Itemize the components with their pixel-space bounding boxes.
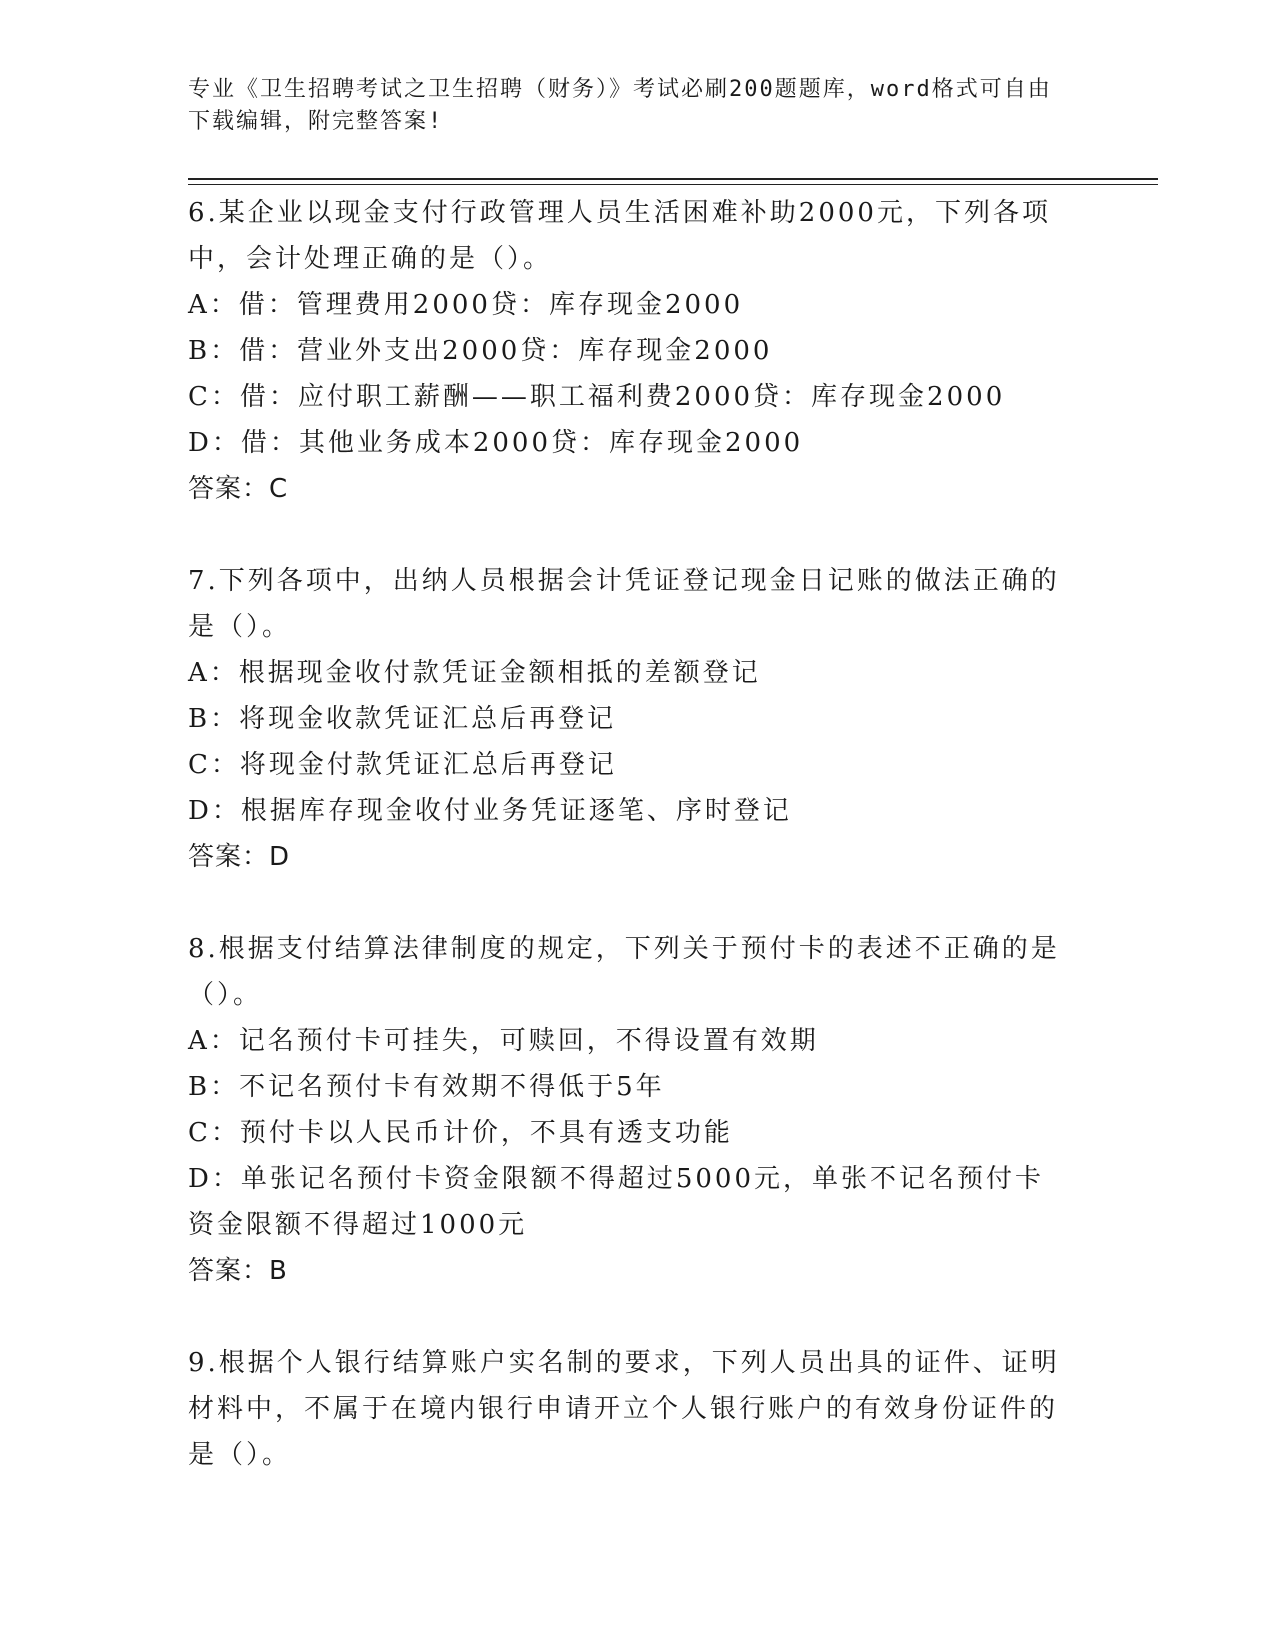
option-d: D：借：其他业务成本2000贷：库存现金2000: [188, 428, 804, 458]
option-c: C：预付卡以人民币计价，不具有透支功能: [188, 1118, 733, 1148]
document-title: 专业《卫生招聘考试之卫生招聘（财务）》考试必刷200题题库，word格式可自由下载编辑，附完整答案!: [188, 77, 1052, 134]
document-header: [188, 74, 1068, 138]
option-d: D：单张记名预付卡资金限额不得超过5000元，单张不记名预付卡资金限额不得超过1000元: [188, 1164, 1045, 1240]
question-list: [188, 190, 1068, 1524]
option-d: D：根据库存现金收付业务凭证逐笔、序时登记: [188, 796, 792, 826]
question-9: [188, 1340, 1068, 1478]
option-a: A：借：管理费用2000贷：库存现金2000: [188, 290, 744, 320]
question-text: 9.根据个人银行结算账户实名制的要求，下列人员出具的证件、证明材料中，不属于在境内银行申请开立个人银行账户的有效身份证件的是（）。: [188, 1348, 1060, 1470]
question-7: [188, 558, 1068, 880]
question-6: [188, 190, 1068, 512]
question-8: [188, 926, 1068, 1294]
option-b: B：借：营业外支出2000贷：库存现金2000: [188, 336, 773, 366]
question-text: 7.下列各项中，出纳人员根据会计凭证登记现金日记账的做法正确的是（）。: [188, 566, 1060, 642]
header-divider-thick: [188, 178, 1158, 180]
option-c: C：借：应付职工薪酬——职工福利费2000贷：库存现金2000: [188, 382, 1006, 412]
option-b: B：将现金收款凭证汇总后再登记: [188, 704, 617, 734]
answer: 答案：B: [188, 1256, 288, 1286]
option-b: B：不记名预付卡有效期不得低于5年: [188, 1072, 665, 1102]
option-a: A：记名预付卡可挂失，可赎回，不得设置有效期: [188, 1026, 819, 1056]
question-text: 6.某企业以现金支付行政管理人员生活困难补助2000元，下列各项中，会计处理正确的是（）。: [188, 198, 1051, 274]
header-divider-thin: [188, 184, 1158, 185]
option-c: C：将现金付款凭证汇总后再登记: [188, 750, 617, 780]
answer: 答案：D: [188, 842, 291, 872]
option-a: A：根据现金收付款凭证金额相抵的差额登记: [188, 658, 761, 688]
answer: 答案：C: [188, 474, 289, 504]
question-text: 8.根据支付结算法律制度的规定，下列关于预付卡的表述不正确的是（）。: [188, 934, 1060, 1010]
